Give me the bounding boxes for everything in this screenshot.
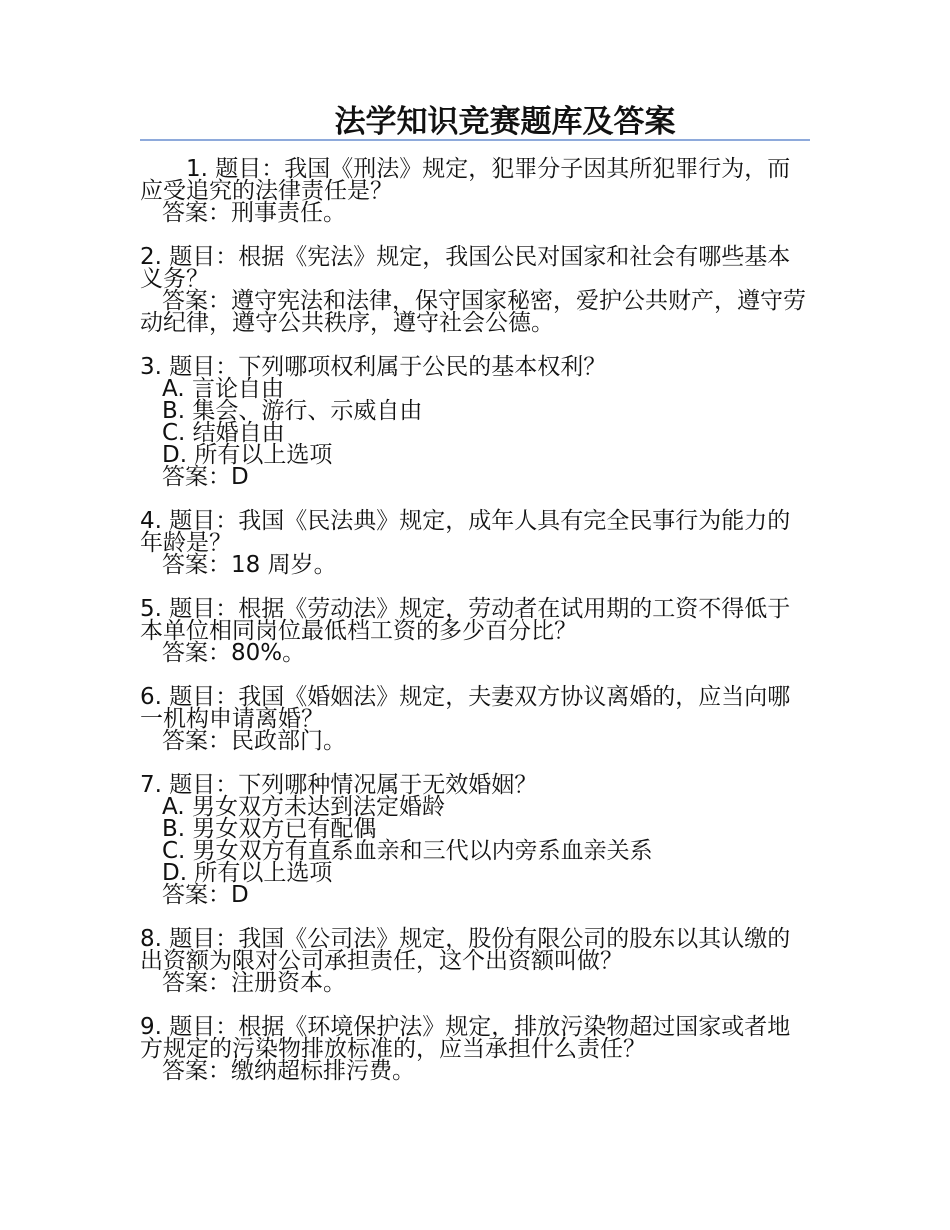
question-item-6: [140, 686, 812, 752]
question-text: 7. 题目：下列哪种情况属于无效婚姻？: [140, 772, 538, 798]
question-item-8: [140, 928, 812, 994]
question-text: 6. 题目：我国《婚姻法》规定，夫妻双方协议离婚的，应当向哪一机构申请离婚？: [140, 684, 791, 732]
option-b: B. 集会、游行、示威自由: [162, 398, 423, 424]
question-item-4: [140, 510, 812, 576]
answer-text: 答案：遵守宪法和法律，保守国家秘密，爱护公共财产，遵守劳动纪律，遵守公共秩序，遵守社会公德。: [140, 288, 806, 336]
question-item-3: [140, 356, 812, 488]
option-c: C. 结婚自由: [162, 420, 285, 446]
question-item-1: [140, 158, 812, 224]
question-item-7: [140, 774, 812, 906]
question-item-9: [140, 1016, 812, 1082]
option-d: D. 所有以上选项: [162, 860, 333, 886]
title-underline: [140, 139, 810, 141]
question-list: [140, 158, 812, 1104]
option-a: A. 言论自由: [162, 376, 284, 402]
answer-text: 答案：D: [162, 464, 249, 490]
option-b: B. 男女双方已有配偶: [162, 816, 377, 842]
answer-text: 答案：缴纳超标排污费。: [162, 1058, 415, 1084]
answer-text: 答案：注册资本。: [162, 970, 346, 996]
document-title: 法学知识竞赛题库及答案: [334, 104, 676, 140]
answer-text: 答案：刑事责任。: [162, 200, 346, 226]
question-item-5: [140, 598, 812, 664]
answer-text: 答案：民政部门。: [162, 728, 346, 754]
option-a: A. 男女双方未达到法定婚龄: [162, 794, 445, 820]
question-text: 9. 题目：根据《环境保护法》规定，排放污染物超过国家或者地方规定的污染物排放标准的，应当承担什么责任？: [140, 1014, 791, 1062]
answer-text: 答案：D: [162, 882, 249, 908]
option-d: D. 所有以上选项: [162, 442, 333, 468]
question-text: 3. 题目：下列哪项权利属于公民的基本权利？: [140, 354, 607, 380]
question-text: 5. 题目：根据《劳动法》规定，劳动者在试用期的工资不得低于本单位相同岗位最低档工资的多少百分比？: [140, 596, 791, 644]
answer-text: 答案：80%。: [162, 640, 306, 666]
question-text: 8. 题目：我国《公司法》规定，股份有限公司的股东以其认缴的出资额为限对公司承担责任，这个出资额叫做？: [140, 926, 791, 974]
question-item-2: [140, 246, 812, 334]
question-text: 1. 题目：我国《刑法》规定，犯罪分子因其所犯罪行为，而应受追究的法律责任是？: [140, 156, 791, 204]
answer-text: 答案：18 周岁。: [162, 552, 337, 578]
option-c: C. 男女双方有直系血亲和三代以内旁系血亲关系: [162, 838, 653, 864]
question-text: 2. 题目：根据《宪法》规定，我国公民对国家和社会有哪些基本义务？: [140, 244, 791, 292]
question-text: 4. 题目：我国《民法典》规定，成年人具有完全民事行为能力的年龄是？: [140, 508, 791, 556]
